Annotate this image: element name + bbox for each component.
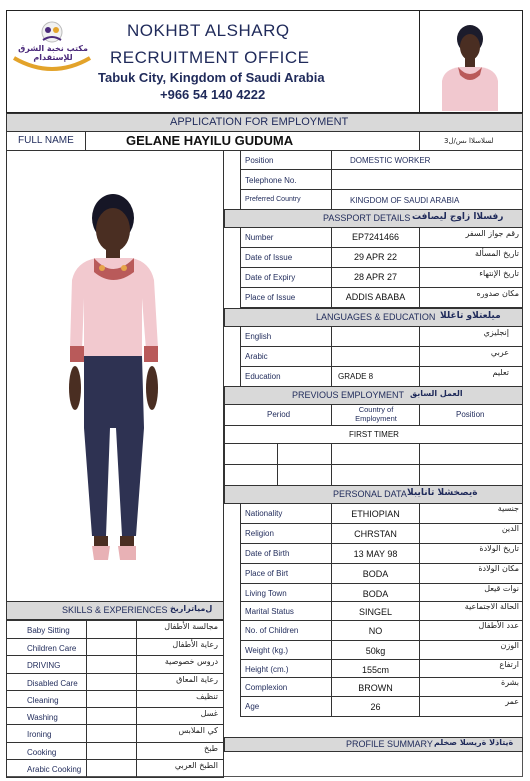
skill-label: Children Care — [27, 644, 77, 653]
personal-value: 50kg — [365, 646, 386, 656]
skill-ar-label: غسل — [200, 709, 218, 718]
personal-value: 26 — [370, 702, 381, 712]
skill-check-cell — [86, 620, 137, 639]
skill-ar-label: مجالسة الأطفال — [164, 622, 218, 631]
header-photo — [434, 23, 506, 111]
personal-label: Weight (kg.) — [245, 646, 288, 655]
personal-label: Height (cm.) — [245, 665, 289, 674]
logo-text: مكتب نخبة الشرق للإستقدام — [18, 44, 88, 62]
languages-heading-ar: ميلعتلاو تاغللا — [440, 311, 501, 321]
country-value: KINGDOM OF SAUDI ARABIA — [350, 196, 460, 205]
passport-value: 29 APR 22 — [353, 252, 398, 262]
passport-label: Number — [245, 233, 274, 242]
office-name: RECRUITMENT OFFICE — [110, 48, 310, 67]
skill-label: DRIVING — [27, 661, 61, 670]
skill-ar-label: طبخ — [204, 744, 218, 753]
personal-value: ETHIOPIAN — [351, 509, 400, 519]
employment-blank-2a — [224, 464, 278, 486]
skill-check-cell — [86, 724, 137, 743]
personal-value: BROWN — [358, 683, 393, 693]
full-name-value: GELANE HAYILU GUDUMA — [126, 133, 294, 148]
skill-ar-label: تنظيف — [196, 692, 218, 701]
country-header: Country of Employment — [355, 405, 397, 423]
personal-value: CHRSTAN — [354, 529, 397, 539]
previous-employment-heading-ar: العمل السابق — [410, 389, 463, 398]
language-value-cell — [331, 326, 420, 347]
telephone-value-cell — [331, 169, 523, 190]
full-name-label: FULL NAME — [18, 135, 74, 146]
skills-heading-ar: ل‌میاتراریخ — [170, 604, 213, 613]
employment-blank-1d — [419, 443, 523, 465]
personal-label: Complexion — [245, 683, 288, 692]
profile-summary-heading-ar: ةيتاذلا ةريسلا صخلم — [434, 738, 514, 747]
passport-heading-ar: رفسلاا زاوج ليصافت — [412, 212, 504, 222]
skill-label: Cleaning — [27, 696, 59, 705]
telephone-label: Telephone No. — [245, 176, 297, 185]
personal-label: Place of Birt — [245, 569, 289, 578]
personal-ar-label: بشرة — [501, 678, 519, 687]
employment-blank-1c — [331, 443, 420, 465]
language-ar-label: إنجليزي — [483, 328, 509, 337]
personal-value: 13 MAY 98 — [353, 549, 398, 559]
skill-ar-label: رعاية المعاق — [176, 675, 218, 684]
skill-label: Arabic Cooking — [27, 765, 82, 774]
position-header: Position — [456, 410, 485, 419]
employment-blank-1a — [224, 443, 278, 465]
languages-heading: LANGUAGES & EDUCATION — [316, 312, 436, 322]
personal-value: SINGEL — [358, 607, 392, 617]
passport-label: Date of Issue — [245, 253, 293, 262]
skill-label: Cooking — [27, 748, 57, 757]
skill-check-cell — [86, 759, 137, 778]
personal-ar-label: الحالة الاجتماعية — [464, 602, 519, 611]
personal-ar-label: عدد الأطفال — [478, 621, 519, 630]
company-phone: +966 54 140 4222 — [160, 87, 266, 102]
skill-ar-label: الطبخ العربي — [174, 761, 218, 770]
language-ar-label: تعليم — [492, 368, 509, 377]
skill-check-cell — [86, 707, 137, 725]
skill-ar-label: رعاية الأطفال — [172, 640, 218, 649]
personal-ar-label: نوات قيعل — [484, 584, 519, 593]
language-ar-label: عربي — [490, 348, 509, 357]
skill-check-cell — [86, 742, 137, 760]
personal-ar-label: مكان الولادة — [478, 564, 519, 573]
skill-label: Disabled Care — [27, 679, 78, 688]
skill-label: Ironing — [27, 730, 52, 739]
skill-label: Baby Sitting — [27, 626, 70, 635]
first-timer: FIRST TIMER — [349, 430, 399, 439]
skill-check-cell — [86, 638, 137, 656]
position-label: Position — [245, 156, 274, 165]
period-header: Period — [267, 410, 291, 419]
language-value: GRADE 8 — [338, 372, 374, 381]
personal-label: Living Town — [245, 589, 287, 598]
personal-label: Date of Birth — [245, 549, 290, 558]
company-name: NOKHBT ALSHARQ — [127, 21, 290, 40]
application-title: APPLICATION FOR EMPLOYMENT — [170, 116, 349, 128]
passport-value: EP7241466 — [351, 232, 400, 242]
skills-heading: SKILLS & EXPERIENCES — [62, 605, 168, 615]
passport-value: 28 APR 27 — [353, 272, 398, 282]
personal-ar-label: جنسية — [497, 504, 519, 513]
passport-ar-label: مكان صدوره — [476, 289, 519, 298]
skill-check-cell — [86, 655, 137, 674]
language-value-cell — [331, 346, 420, 367]
skill-check-cell — [86, 690, 137, 708]
personal-value: 155cm — [361, 665, 389, 675]
passport-label: Date of Expiry — [245, 273, 296, 282]
profile-summary-heading: PROFILE SUMMARY — [346, 739, 433, 749]
personal-ar-label: عمر — [505, 697, 519, 706]
full-body-photo — [50, 188, 180, 568]
personal-label: Nationality — [245, 509, 283, 518]
personal-data-heading: PERSONAL DATA — [333, 489, 407, 499]
passport-label: Place of Issue — [245, 293, 296, 302]
personal-label: Religion — [245, 529, 274, 538]
personal-value: NO — [368, 626, 383, 636]
passport-heading: PASSPORT DETAILS — [323, 213, 411, 223]
employment-blank-2d — [419, 464, 523, 486]
skill-ar-label: دروس خصوصية — [164, 657, 218, 666]
full-name-ar: لسلاسلاا ىس/ل3 — [444, 137, 494, 145]
employment-blank-1b — [277, 443, 332, 465]
position-value: DOMESTIC WORKER — [350, 156, 431, 165]
personal-ar-label: تاريخ الولادة — [479, 544, 519, 553]
personal-label: Marital Status — [245, 607, 294, 616]
passport-ar-label: تاريخ الإنتهاء — [479, 269, 519, 278]
company-city: Tabuk City, Kingdom of Saudi Arabia — [98, 70, 325, 85]
personal-ar-label: ارتفاع — [499, 660, 519, 669]
previous-employment-heading: PREVIOUS EMPLOYMENT — [292, 390, 405, 400]
personal-label: Age — [245, 702, 260, 711]
personal-data-heading-ar: ةيصخشلا تانايبلا — [407, 488, 478, 498]
personal-value: BODA — [362, 569, 389, 579]
language-label: Arabic — [245, 352, 268, 361]
passport-value: ADDIS ABABA — [345, 292, 406, 302]
personal-ar-label: الوزن — [500, 641, 519, 650]
passport-ar-label: تاريخ المسألة — [474, 249, 519, 258]
passport-ar-label: رقم جواز السفر — [465, 229, 519, 238]
personal-label: No. of Children — [245, 626, 299, 635]
country-label: Preferred Country — [245, 196, 301, 203]
company-logo — [10, 18, 94, 74]
personal-ar-label: الدين — [501, 524, 519, 533]
employment-blank-2c — [331, 464, 420, 486]
skill-check-cell — [86, 673, 137, 691]
personal-value: BODA — [362, 589, 389, 599]
language-label: English — [245, 332, 272, 341]
language-label: Education — [245, 372, 281, 381]
employment-blank-2b — [277, 464, 332, 486]
skill-label: Washing — [27, 713, 58, 722]
skill-ar-label: كي الملابس — [178, 726, 218, 735]
